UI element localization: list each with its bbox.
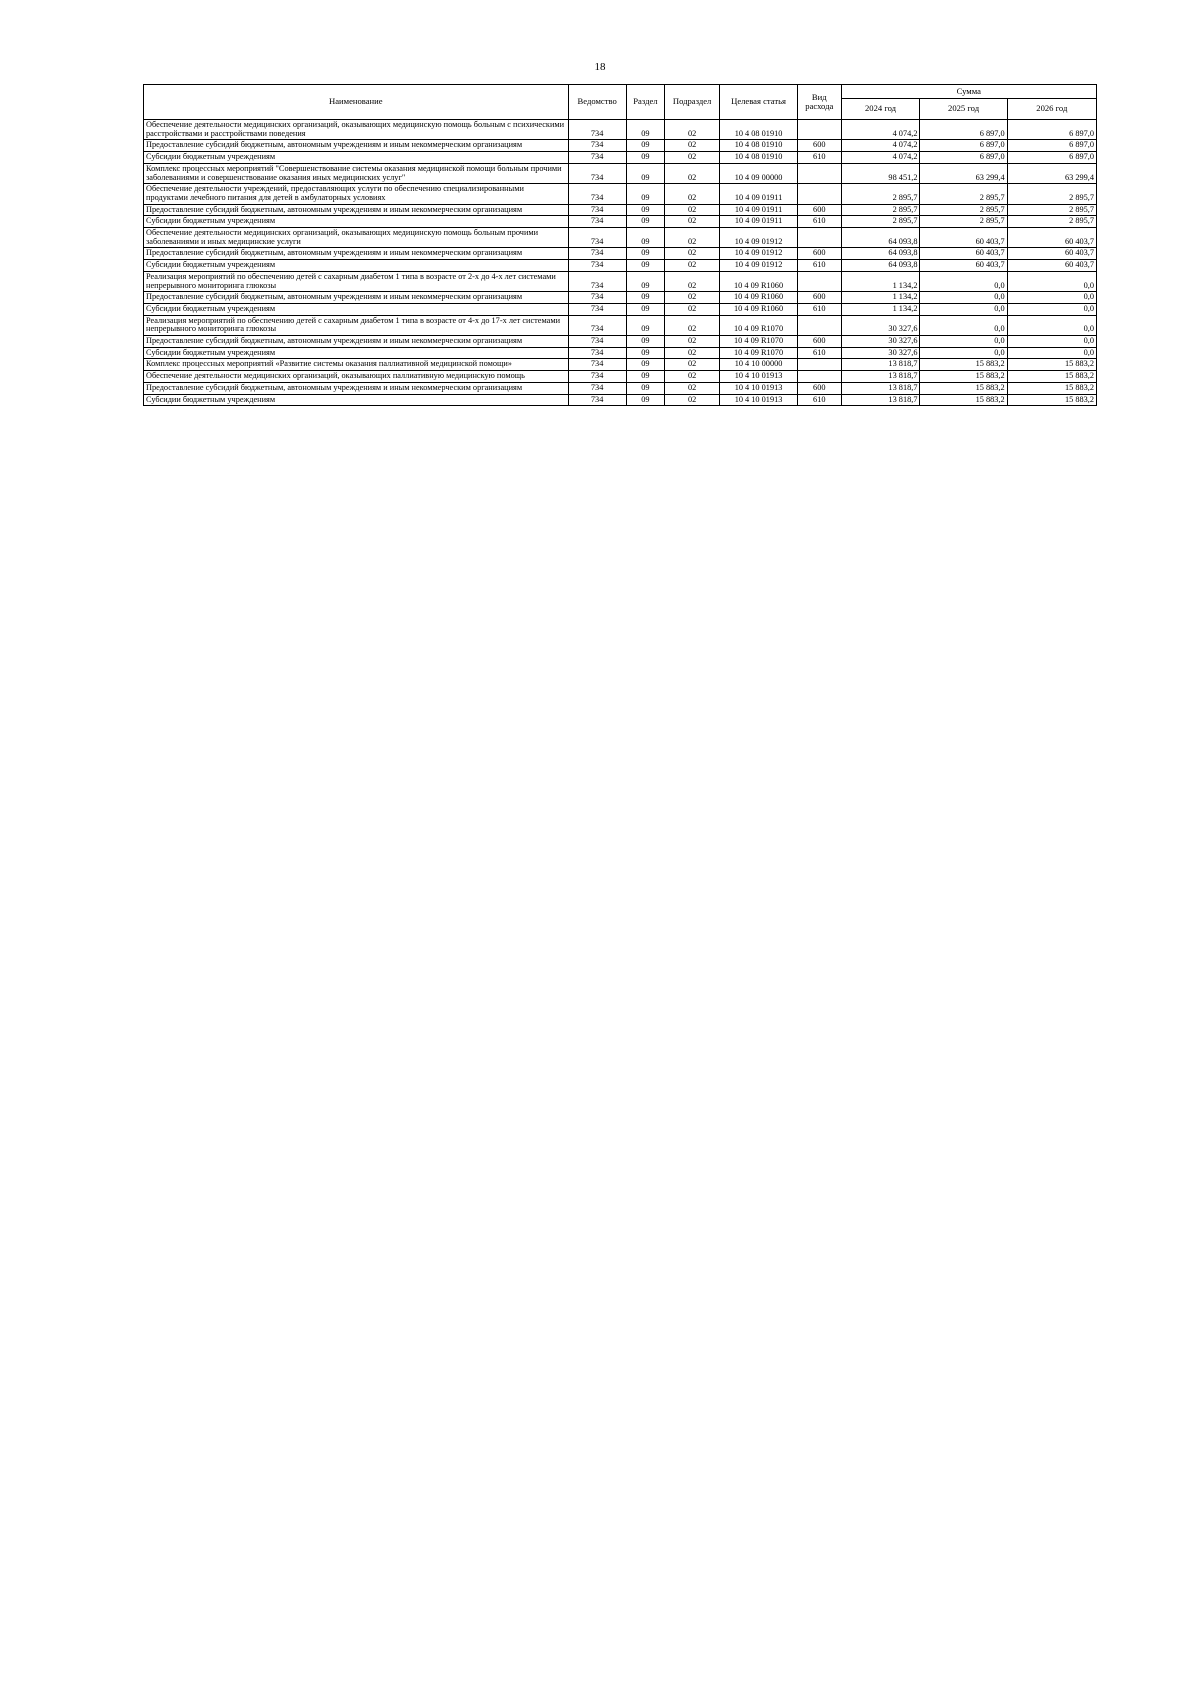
row-sum-2024: 1 134,2: [841, 271, 920, 291]
row-sum-2024: 1 134,2: [841, 292, 920, 304]
row-razdel: 09: [626, 216, 664, 228]
row-sum-2026: 60 403,7: [1007, 248, 1096, 260]
table-row: [144, 359, 1097, 371]
row-sum-2025: 0,0: [920, 347, 1007, 359]
row-sum-2024: 30 327,6: [841, 336, 920, 348]
table-row: [144, 184, 1097, 204]
row-sum-2025: 6 897,0: [920, 120, 1007, 140]
row-sum-2024: 13 818,7: [841, 371, 920, 383]
row-podrazdel: 02: [665, 228, 720, 248]
row-sum-2024: 13 818,7: [841, 382, 920, 394]
row-expense-type: 600: [797, 204, 841, 216]
header-summa: Сумма: [841, 85, 1096, 99]
row-vedomstvo: 734: [568, 347, 626, 359]
row-name: Комплекс процессных мероприятий "Совершенствование системы оказания медицинской помощи больным прочими заболеваниями и совершенствование оказания иных медицинских услуг": [144, 163, 569, 183]
row-expense-type: [797, 184, 841, 204]
row-target-article: 10 4 09 01911: [720, 184, 798, 204]
row-target-article: 10 4 08 01910: [720, 152, 798, 164]
table-row: [144, 140, 1097, 152]
row-sum-2025: 15 883,2: [920, 359, 1007, 371]
row-expense-type: 600: [797, 336, 841, 348]
row-vedomstvo: 734: [568, 292, 626, 304]
row-sum-2024: 2 895,7: [841, 216, 920, 228]
row-sum-2026: 0,0: [1007, 292, 1096, 304]
header-name: Наименование: [144, 85, 569, 120]
row-expense-type: 600: [797, 292, 841, 304]
row-razdel: 09: [626, 292, 664, 304]
row-sum-2024: 64 093,8: [841, 260, 920, 272]
row-vedomstvo: 734: [568, 120, 626, 140]
row-podrazdel: 02: [665, 163, 720, 183]
row-vedomstvo: 734: [568, 228, 626, 248]
row-expense-type: 610: [797, 347, 841, 359]
row-name: Предоставление субсидий бюджетным, автономным учреждениям и иным некоммерческим организациям: [144, 336, 569, 348]
row-expense-type: [797, 271, 841, 291]
row-sum-2025: 60 403,7: [920, 228, 1007, 248]
header-year-2024: 2024 год: [841, 99, 920, 120]
row-sum-2026: 60 403,7: [1007, 228, 1096, 248]
row-sum-2026: 6 897,0: [1007, 120, 1096, 140]
row-podrazdel: 02: [665, 382, 720, 394]
row-razdel: 09: [626, 271, 664, 291]
row-expense-type: 610: [797, 216, 841, 228]
row-podrazdel: 02: [665, 248, 720, 260]
row-target-article: 10 4 09 R1060: [720, 271, 798, 291]
row-sum-2024: 30 327,6: [841, 347, 920, 359]
row-expense-type: 600: [797, 248, 841, 260]
row-name: Субсидии бюджетным учреждениям: [144, 216, 569, 228]
row-razdel: 09: [626, 336, 664, 348]
row-sum-2026: 15 883,2: [1007, 371, 1096, 383]
row-target-article: 10 4 10 01913: [720, 394, 798, 406]
row-expense-type: 600: [797, 140, 841, 152]
row-sum-2025: 2 895,7: [920, 184, 1007, 204]
row-podrazdel: 02: [665, 359, 720, 371]
table-row: [144, 292, 1097, 304]
row-sum-2024: 1 134,2: [841, 303, 920, 315]
row-razdel: 09: [626, 120, 664, 140]
row-vedomstvo: 734: [568, 260, 626, 272]
row-sum-2024: 2 895,7: [841, 204, 920, 216]
table-row: [144, 271, 1097, 291]
header-expense-type: Вид расхода: [797, 85, 841, 120]
row-podrazdel: 02: [665, 271, 720, 291]
row-sum-2025: 0,0: [920, 271, 1007, 291]
row-sum-2026: 15 883,2: [1007, 359, 1096, 371]
row-expense-type: [797, 315, 841, 335]
row-target-article: 10 4 09 01912: [720, 228, 798, 248]
row-target-article: 10 4 09 R1060: [720, 303, 798, 315]
header-year-2025: 2025 год: [920, 99, 1007, 120]
row-expense-type: 600: [797, 382, 841, 394]
row-sum-2026: 15 883,2: [1007, 394, 1096, 406]
row-podrazdel: 02: [665, 120, 720, 140]
row-razdel: 09: [626, 260, 664, 272]
row-name: Субсидии бюджетным учреждениям: [144, 303, 569, 315]
row-sum-2026: 0,0: [1007, 271, 1096, 291]
row-vedomstvo: 734: [568, 216, 626, 228]
budget-table: [143, 84, 1097, 406]
row-sum-2026: 0,0: [1007, 336, 1096, 348]
row-vedomstvo: 734: [568, 394, 626, 406]
row-sum-2026: 0,0: [1007, 303, 1096, 315]
row-razdel: 09: [626, 248, 664, 260]
table-row: [144, 228, 1097, 248]
row-sum-2024: 64 093,8: [841, 228, 920, 248]
row-sum-2026: 6 897,0: [1007, 152, 1096, 164]
row-sum-2024: 2 895,7: [841, 184, 920, 204]
row-name: Предоставление субсидий бюджетным, автономным учреждениям и иным некоммерческим организациям: [144, 248, 569, 260]
row-target-article: 10 4 10 01913: [720, 371, 798, 383]
row-target-article: 10 4 09 01911: [720, 204, 798, 216]
row-expense-type: [797, 359, 841, 371]
header-year-2026: 2026 год: [1007, 99, 1096, 120]
row-vedomstvo: 734: [568, 382, 626, 394]
row-razdel: 09: [626, 394, 664, 406]
row-podrazdel: 02: [665, 347, 720, 359]
row-target-article: 10 4 09 R1070: [720, 315, 798, 335]
row-name: Обеспечение деятельности медицинских организаций, оказывающих медицинскую помощь больным прочими заболеваниями и иных медицинские услуги: [144, 228, 569, 248]
row-razdel: 09: [626, 228, 664, 248]
row-podrazdel: 02: [665, 216, 720, 228]
row-sum-2024: 4 074,2: [841, 140, 920, 152]
row-podrazdel: 02: [665, 140, 720, 152]
row-name: Реализация мероприятий по обеспечению детей с сахарным диабетом 1 типа в возрасте от 2-х до 4-х лет системами непрерывного мониторинга глюкозы: [144, 271, 569, 291]
table-row: [144, 248, 1097, 260]
row-target-article: 10 4 09 R1060: [720, 292, 798, 304]
row-sum-2025: 60 403,7: [920, 260, 1007, 272]
table-body: [144, 120, 1097, 406]
row-target-article: 10 4 09 R1070: [720, 347, 798, 359]
row-name: Предоставление субсидий бюджетным, автономным учреждениям и иным некоммерческим организациям: [144, 140, 569, 152]
row-sum-2026: 60 403,7: [1007, 260, 1096, 272]
row-name: Предоставление субсидий бюджетным, автономным учреждениям и иным некоммерческим организациям: [144, 204, 569, 216]
row-sum-2026: 2 895,7: [1007, 184, 1096, 204]
row-razdel: 09: [626, 204, 664, 216]
row-vedomstvo: 734: [568, 204, 626, 216]
row-vedomstvo: 734: [568, 163, 626, 183]
page-number: 18: [594, 61, 606, 73]
row-razdel: 09: [626, 359, 664, 371]
row-sum-2026: 2 895,7: [1007, 216, 1096, 228]
row-sum-2025: 2 895,7: [920, 204, 1007, 216]
row-razdel: 09: [626, 371, 664, 383]
row-sum-2025: 0,0: [920, 315, 1007, 335]
row-expense-type: 610: [797, 303, 841, 315]
row-razdel: 09: [626, 140, 664, 152]
row-vedomstvo: 734: [568, 359, 626, 371]
row-sum-2024: 30 327,6: [841, 315, 920, 335]
row-expense-type: 610: [797, 394, 841, 406]
row-target-article: 10 4 09 R1070: [720, 336, 798, 348]
row-vedomstvo: 734: [568, 140, 626, 152]
row-podrazdel: 02: [665, 394, 720, 406]
header-vedomstvo: Ведомство: [568, 85, 626, 120]
row-podrazdel: 02: [665, 260, 720, 272]
row-podrazdel: 02: [665, 184, 720, 204]
row-target-article: 10 4 09 01912: [720, 260, 798, 272]
row-sum-2025: 15 883,2: [920, 371, 1007, 383]
table-row: [144, 371, 1097, 383]
table-row: [144, 120, 1097, 140]
row-sum-2024: 13 818,7: [841, 394, 920, 406]
row-podrazdel: 02: [665, 371, 720, 383]
row-razdel: 09: [626, 303, 664, 315]
row-razdel: 09: [626, 315, 664, 335]
table-row: [144, 382, 1097, 394]
row-vedomstvo: 734: [568, 184, 626, 204]
row-sum-2025: 63 299,4: [920, 163, 1007, 183]
row-target-article: 10 4 10 00000: [720, 359, 798, 371]
row-name: Субсидии бюджетным учреждениям: [144, 394, 569, 406]
row-sum-2024: 4 074,2: [841, 120, 920, 140]
row-podrazdel: 02: [665, 152, 720, 164]
row-target-article: 10 4 10 01913: [720, 382, 798, 394]
row-target-article: 10 4 09 01912: [720, 248, 798, 260]
row-expense-type: [797, 228, 841, 248]
row-sum-2026: 15 883,2: [1007, 382, 1096, 394]
table-row: [144, 394, 1097, 406]
row-sum-2024: 98 451,2: [841, 163, 920, 183]
row-razdel: 09: [626, 347, 664, 359]
row-sum-2024: 13 818,7: [841, 359, 920, 371]
row-sum-2025: 2 895,7: [920, 216, 1007, 228]
row-expense-type: [797, 371, 841, 383]
row-podrazdel: 02: [665, 315, 720, 335]
row-target-article: 10 4 08 01910: [720, 120, 798, 140]
row-name: Обеспечение деятельности медицинских организаций, оказывающих медицинскую помощь больным с психическими расстройствами и расстройствами поведения: [144, 120, 569, 140]
row-sum-2025: 0,0: [920, 303, 1007, 315]
table-row: [144, 336, 1097, 348]
row-target-article: 10 4 09 01911: [720, 216, 798, 228]
row-vedomstvo: 734: [568, 152, 626, 164]
row-expense-type: 610: [797, 260, 841, 272]
table-row: [144, 152, 1097, 164]
row-name: Субсидии бюджетным учреждениям: [144, 260, 569, 272]
header-target-article: Целевая статья: [720, 85, 798, 120]
row-name: Комплекс процессных мероприятий «Развитие системы оказания паллиативной медицинской помощи»: [144, 359, 569, 371]
row-name: Субсидии бюджетным учреждениям: [144, 347, 569, 359]
row-razdel: 09: [626, 163, 664, 183]
row-podrazdel: 02: [665, 303, 720, 315]
row-sum-2025: 6 897,0: [920, 152, 1007, 164]
row-sum-2026: 0,0: [1007, 315, 1096, 335]
row-vedomstvo: 734: [568, 371, 626, 383]
table-row: [144, 303, 1097, 315]
row-sum-2024: 64 093,8: [841, 248, 920, 260]
row-razdel: 09: [626, 152, 664, 164]
row-target-article: 10 4 09 00000: [720, 163, 798, 183]
row-sum-2026: 2 895,7: [1007, 204, 1096, 216]
row-name: Предоставление субсидий бюджетным, автономным учреждениям и иным некоммерческим организациям: [144, 382, 569, 394]
row-target-article: 10 4 08 01910: [720, 140, 798, 152]
table-row: [144, 163, 1097, 183]
row-name: Реализация мероприятий по обеспечению детей с сахарным диабетом 1 типа в возрасте от 4-х до 17-х лет системами непрерывного мониторинга глюкозы: [144, 315, 569, 335]
header-razdel: Раздел: [626, 85, 664, 120]
row-name: Обеспечение деятельности учреждений, предоставляющих услуги по обеспечению специализированными продуктами лечебного питания для детей в амбулаторных условиях: [144, 184, 569, 204]
row-razdel: 09: [626, 382, 664, 394]
row-sum-2025: 0,0: [920, 292, 1007, 304]
row-vedomstvo: 734: [568, 336, 626, 348]
row-sum-2025: 60 403,7: [920, 248, 1007, 260]
row-sum-2025: 15 883,2: [920, 394, 1007, 406]
row-expense-type: [797, 163, 841, 183]
header-podrazdel: Подраздел: [665, 85, 720, 120]
row-expense-type: [797, 120, 841, 140]
row-sum-2026: 63 299,4: [1007, 163, 1096, 183]
table-row: [144, 216, 1097, 228]
row-sum-2025: 6 897,0: [920, 140, 1007, 152]
row-expense-type: 610: [797, 152, 841, 164]
table-row: [144, 347, 1097, 359]
row-vedomstvo: 734: [568, 315, 626, 335]
row-name: Обеспечение деятельности медицинских организаций, оказывающих паллиативную медицинскую помощь: [144, 371, 569, 383]
table-row: [144, 315, 1097, 335]
row-razdel: 09: [626, 184, 664, 204]
row-podrazdel: 02: [665, 336, 720, 348]
row-sum-2024: 4 074,2: [841, 152, 920, 164]
row-name: Предоставление субсидий бюджетным, автономным учреждениям и иным некоммерческим организациям: [144, 292, 569, 304]
row-vedomstvo: 734: [568, 248, 626, 260]
row-name: Субсидии бюджетным учреждениям: [144, 152, 569, 164]
table-header-row: [144, 85, 1097, 99]
row-sum-2026: 6 897,0: [1007, 140, 1096, 152]
row-vedomstvo: 734: [568, 303, 626, 315]
row-vedomstvo: 734: [568, 271, 626, 291]
row-sum-2025: 0,0: [920, 336, 1007, 348]
row-sum-2026: 0,0: [1007, 347, 1096, 359]
row-podrazdel: 02: [665, 292, 720, 304]
row-sum-2025: 15 883,2: [920, 382, 1007, 394]
table-row: [144, 260, 1097, 272]
table-row: [144, 204, 1097, 216]
row-podrazdel: 02: [665, 204, 720, 216]
